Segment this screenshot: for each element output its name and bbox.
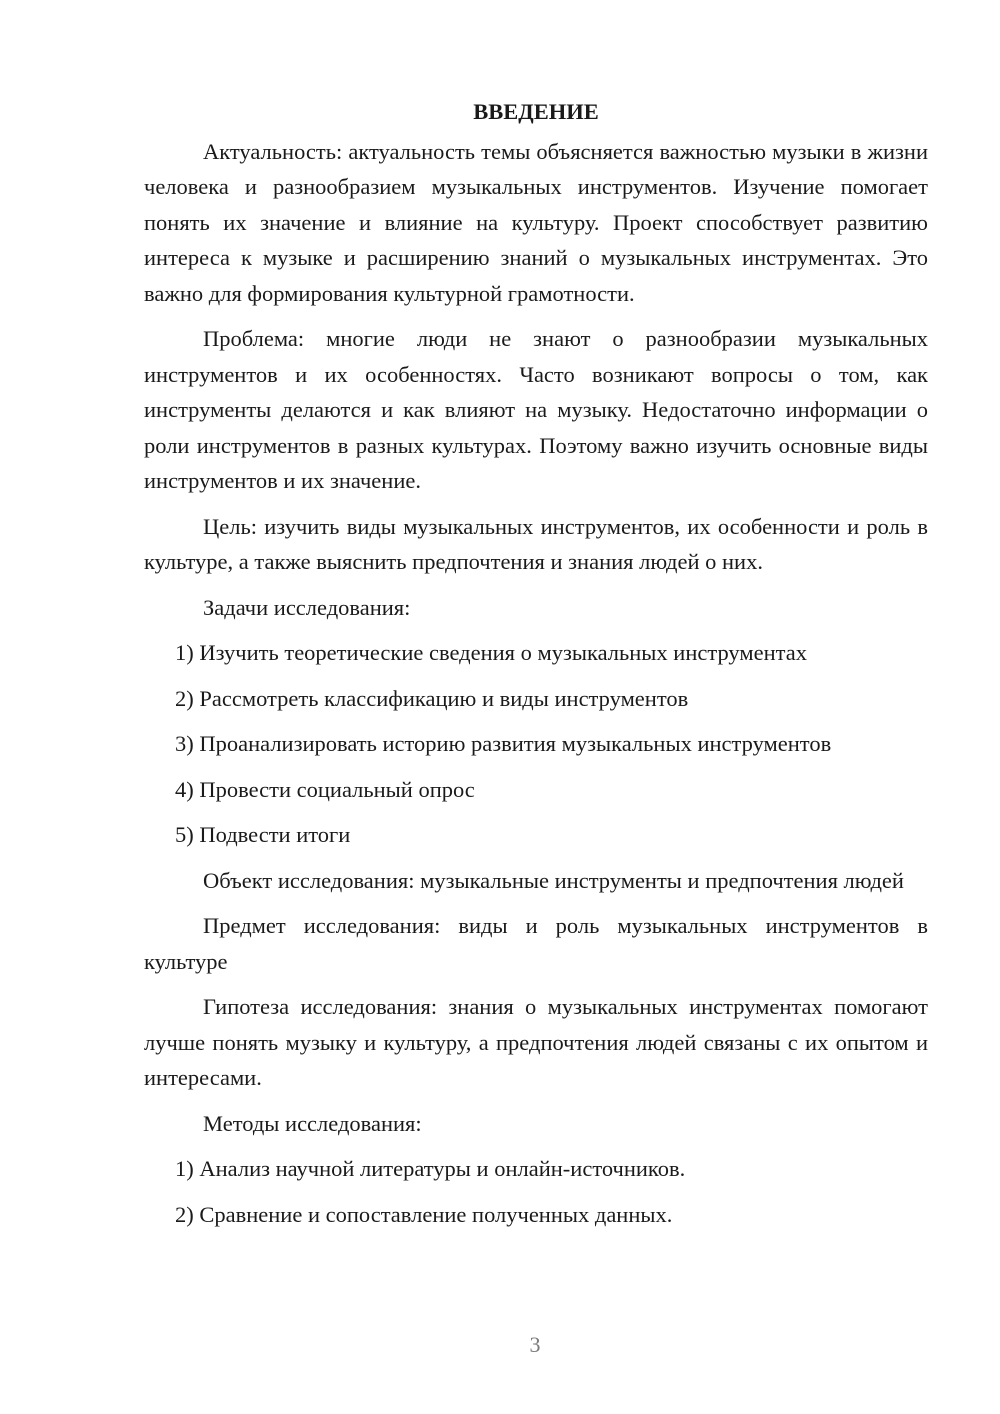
task-item: 1) Изучить теоретические сведения о музыкальных инструментах [175,640,807,665]
subject-paragraph: Предмет исследования: виды и роль музыкальных инструментов в культуре [144,913,928,974]
task-item: 5) Подвести итоги [175,822,351,847]
relevance-paragraph: Актуальность: актуальность темы объясняется важностью музыки в жизни человека и разнообразием музыкальных инструментов. Изучение помогает понять их значение и влияние на культуру. Проект способствует развитию интереса к музыке и расширению знаний о музыкальных инструментах. Это важно для формирования культурной грамотности. [144,138,928,306]
tasks-list [144,635,928,853]
method-item: 2) Сравнение и сопоставление полученных данных. [175,1201,673,1227]
problem-paragraph: Проблема: многие люди не знают о разнообразии музыкальных инструментов и их особенностях. Часто возникают вопросы о том, как инструменты делаются и как влияют на музыку. Недостаточно информации о роли инструментов в разных культурах. Поэтому важно изучить основные виды инструментов и их значение. [144,326,928,493]
section-title: ВВЕДЕНИЕ [473,99,599,124]
method-item: 1) Анализ научной литературы и онлайн-источников. [175,1156,686,1181]
task-item: 3) Проанализировать историю развития музыкальных инструментов [175,731,832,756]
page-content [144,94,928,1242]
methods-heading: Методы исследования: [203,1110,422,1136]
hypothesis-paragraph: Гипотеза исследования: знания о музыкальных инструментах помогают лучше понять музыку и культуру, а предпочтения людей связаны с их опытом и интересами. [144,994,928,1090]
goal-paragraph: Цель: изучить виды музыкальных инструментов, их особенности и роль в культуре, а также выяснить предпочтения и знания людей о них. [144,513,928,574]
tasks-heading: Задачи исследования: [203,594,411,620]
task-item: 2) Рассмотреть классификацию и виды инструментов [175,685,689,711]
page-number: 3 [529,1332,541,1357]
object-paragraph: Объект исследования: музыкальные инструменты и предпочтения людей [203,867,904,893]
methods-list [144,1151,928,1232]
task-item: 4) Провести социальный опрос [175,776,475,802]
